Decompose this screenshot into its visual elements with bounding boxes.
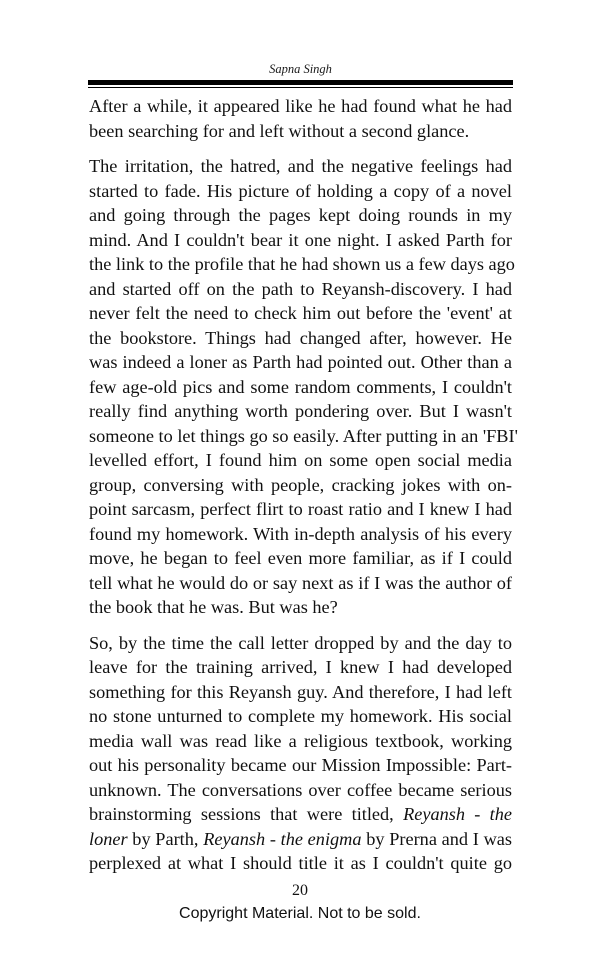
text-line: never felt the need to check him out before the 'event' at: [89, 303, 512, 323]
text-line: and started off on the path to Reyansh-discovery. I had: [89, 278, 512, 299]
paragraph-3: [89, 631, 512, 876]
text-line: few age-old pics and some random comments, I couldn't: [89, 376, 512, 397]
text-segment: by Parth,: [127, 828, 204, 849]
text-line: started to fade. His picture of holding a copy of a novel: [89, 180, 512, 201]
text-line: The irritation, the hatred, and the negative feelings had: [89, 156, 512, 176]
text-line: was indeed a loner as Parth had pointed out. Other than a: [89, 352, 512, 372]
paragraph-1: [89, 94, 512, 143]
text-segment: by Prerna and I was: [361, 828, 512, 849]
text-line: perplexed at what I should title it as I couldn't quite go: [89, 853, 512, 873]
text-line: After a while, it appeared like he had found what he had: [89, 96, 512, 116]
italic-title-segment: Reyansh - the: [403, 804, 513, 824]
text-line: and going through the pages kept doing rounds in my: [89, 205, 512, 225]
header-rule-thick: [88, 80, 513, 85]
text-line: out his personality became our Mission Impossible: Part-: [89, 755, 512, 775]
text-line: group, conversing with people, cracking jokes with on-: [89, 474, 512, 495]
running-head-author: Sapna Singh: [269, 62, 332, 76]
text-line: really find anything worth pondering over. But I wasn't: [89, 401, 512, 421]
copyright-notice: Copyright Material. Not to be sold.: [179, 905, 421, 922]
text-line: the link to the profile that he had shown us a few days ago: [89, 254, 515, 274]
text-line: someone to let things go so easily. After putting in an 'FBI': [89, 425, 518, 446]
paragraph-2: [89, 154, 518, 620]
text-line: point sarcasm, perfect flirt to roast ratio and I knew I had: [89, 499, 512, 519]
italic-title-segment: Reyansh - the enigma: [203, 828, 362, 849]
text-line: leave for the training arrived, I knew I had developed: [89, 657, 512, 677]
text-line-mixed: [89, 802, 512, 827]
text-line-mixed: [89, 827, 512, 852]
text-line: no stone unturned to complete my homework. His social: [89, 706, 512, 726]
text-line: the bookstore. Things had changed after, however. He: [89, 327, 512, 348]
text-line: move, he began to feel even more familiar, as if I could: [89, 548, 512, 568]
page-number: 20: [292, 882, 308, 899]
text-line: found my homework. With in-depth analysis of his every: [89, 523, 512, 544]
text-line: levelled effort, I found him on some open social media: [89, 450, 512, 470]
text-line: mind. And I couldn't bear it one night. I asked Parth for: [89, 229, 512, 250]
text-line: media wall was read like a religious textbook, working: [89, 730, 512, 751]
body-text: [89, 94, 518, 887]
text-segment: brainstorming sessions that were titled,: [89, 804, 404, 824]
text-line: unknown. The conversations over coffee became serious: [89, 779, 512, 800]
text-line: something for this Reyansh guy. And therefore, I had left: [89, 681, 512, 702]
header-rule-thin: [88, 87, 513, 88]
text-line: tell what he would do or say next as if I was the author of: [89, 572, 512, 593]
text-line: So, by the time the call letter dropped by and the day to: [89, 632, 512, 653]
text-line: been searching for and left without a second glance.: [89, 120, 470, 141]
text-line: the book that he was. But was he?: [89, 597, 338, 617]
italic-title-segment: loner: [89, 828, 128, 849]
